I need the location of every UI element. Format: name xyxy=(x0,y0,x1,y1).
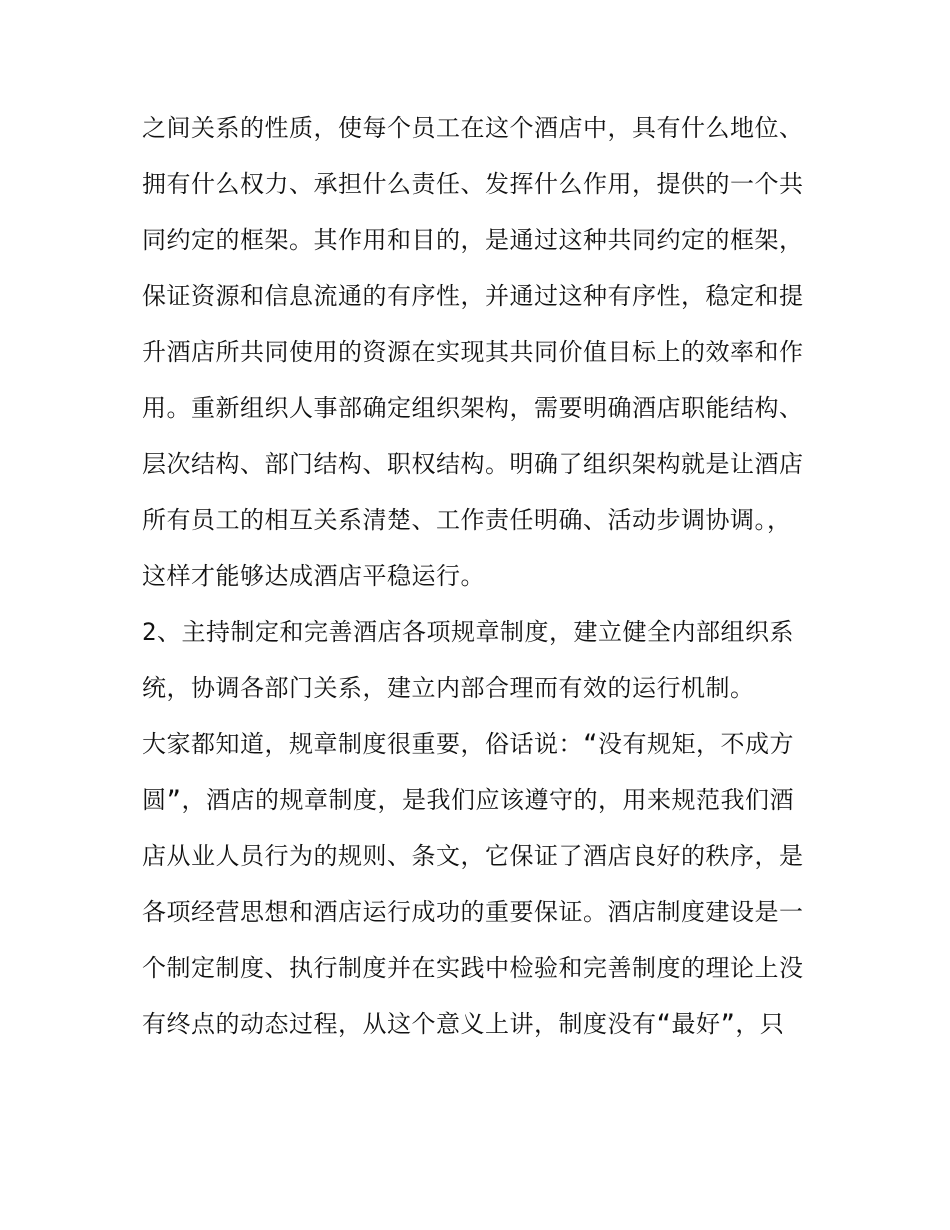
text-line-8: 所有员工的相互关系清楚、工作责任明确、活动步调协调。， xyxy=(142,506,792,534)
text-line-9: 这样才能够达成酒店平稳运行。 xyxy=(142,562,485,590)
text-line-10: 2、主持制定和完善酒店各项规章制度，建立健全内部组织系 xyxy=(142,618,794,646)
text-line-2: 拥有什么权力、承担什么责任、发挥什么作用，提供的一个共 xyxy=(142,170,804,198)
text-line-7: 层次结构、部门结构、职权结构。明确了组织架构就是让酒店 xyxy=(142,450,804,478)
text-line-14: 店从业人员行为的规则、条文，它保证了酒店良好的秩序，是 xyxy=(142,842,804,870)
text-line-16: 个制定制度、执行制度并在实践中检验和完善制度的理论上没 xyxy=(142,954,804,982)
text-line-13: 圆”，酒店的规章制度，是我们应该遵守的，用来规范我们酒 xyxy=(142,786,794,814)
text-line-1: 之间关系的性质，使每个员工在这个酒店中，具有什么地位、 xyxy=(142,114,804,142)
text-line-5: 升酒店所共同使用的资源在实现其共同价值目标上的效率和作 xyxy=(142,338,804,366)
text-line-15: 各项经营思想和酒店运行成功的重要保证。酒店制度建设是一 xyxy=(142,898,804,926)
text-line-12: 大家都知道，规章制度很重要，俗话说：“没有规矩，不成方 xyxy=(142,730,794,758)
text-line-6: 用。重新组织人事部确定组织架构，需要明确酒店职能结构、 xyxy=(142,394,804,422)
text-line-3: 同约定的框架。其作用和目的，是通过这种共同约定的框架， xyxy=(142,226,804,254)
text-line-17: 有终点的动态过程，从这个意义上讲，制度没有“最好”，只 xyxy=(142,1010,785,1038)
text-line-11: 统，协调各部门关系，建立内部合理而有效的运行机制。 xyxy=(142,674,755,702)
text-line-4: 保证资源和信息流通的有序性，并通过这种有序性，稳定和提 xyxy=(142,282,804,310)
